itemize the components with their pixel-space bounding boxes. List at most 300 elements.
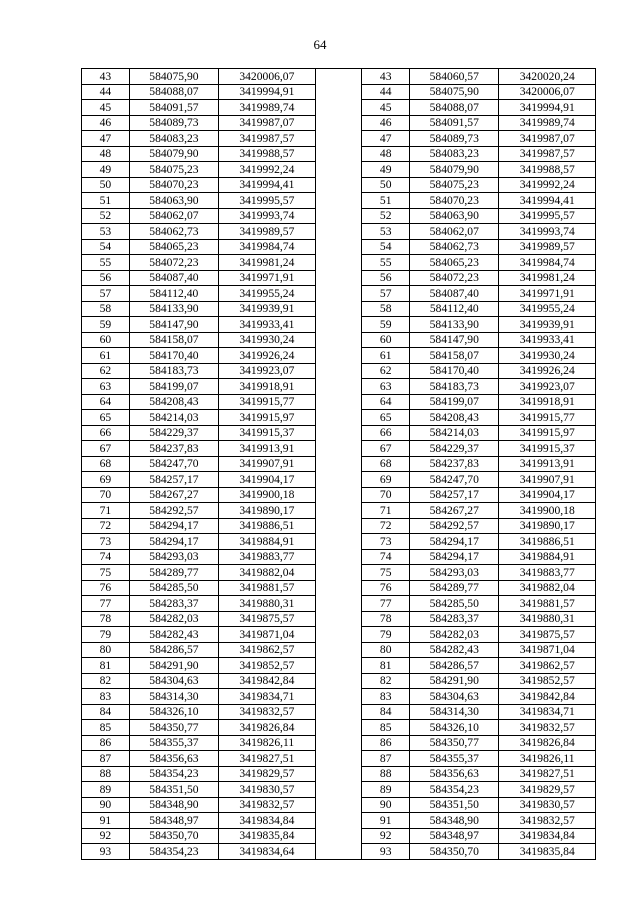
right-point-number-cell: 81	[362, 658, 410, 674]
left-point-number-cell: 63	[82, 379, 130, 395]
right-y-coordinate-cell: 3419907,91	[499, 472, 596, 488]
table-row	[82, 580, 596, 596]
right-point-number-cell: 53	[362, 224, 410, 240]
table-row	[82, 751, 596, 767]
right-point-number-cell: 67	[362, 441, 410, 457]
column-gap-cell	[315, 503, 362, 519]
column-gap-cell	[315, 441, 362, 457]
left-x-coordinate-cell: 584348,90	[129, 797, 218, 813]
right-x-coordinate-cell: 584079,90	[410, 162, 499, 178]
table-row	[82, 487, 596, 503]
table-row	[82, 782, 596, 798]
right-x-coordinate-cell: 584285,50	[410, 596, 499, 612]
column-gap-cell	[315, 844, 362, 860]
left-point-number-cell: 65	[82, 410, 130, 426]
left-y-coordinate-cell: 3419989,74	[219, 100, 316, 116]
table-row	[82, 565, 596, 581]
right-x-coordinate-cell: 584112,40	[410, 301, 499, 317]
left-point-number-cell: 67	[82, 441, 130, 457]
left-x-coordinate-cell: 584267,27	[129, 487, 218, 503]
right-x-coordinate-cell: 584229,37	[410, 441, 499, 457]
left-y-coordinate-cell: 3419832,57	[219, 704, 316, 720]
left-point-number-cell: 48	[82, 146, 130, 162]
right-y-coordinate-cell: 3419955,24	[499, 301, 596, 317]
right-x-coordinate-cell: 584356,63	[410, 766, 499, 782]
column-gap-cell	[315, 487, 362, 503]
right-y-coordinate-cell: 3419930,24	[499, 348, 596, 364]
table-row	[82, 348, 596, 364]
column-gap-cell	[315, 301, 362, 317]
left-point-number-cell: 44	[82, 84, 130, 100]
left-x-coordinate-cell: 584112,40	[129, 286, 218, 302]
table-row	[82, 69, 596, 85]
right-y-coordinate-cell: 3419842,84	[499, 689, 596, 705]
column-gap-cell	[315, 208, 362, 224]
left-x-coordinate-cell: 584091,57	[129, 100, 218, 116]
right-point-number-cell: 43	[362, 69, 410, 85]
left-x-coordinate-cell: 584354,23	[129, 844, 218, 860]
left-x-coordinate-cell: 584075,23	[129, 162, 218, 178]
table-row	[82, 844, 596, 860]
left-y-coordinate-cell: 3419826,84	[219, 720, 316, 736]
left-point-number-cell: 49	[82, 162, 130, 178]
right-y-coordinate-cell: 3419939,91	[499, 317, 596, 333]
left-point-number-cell: 47	[82, 131, 130, 147]
column-gap-cell	[315, 456, 362, 472]
left-y-coordinate-cell: 3419886,51	[219, 518, 316, 534]
coordinates-table-body	[82, 69, 596, 860]
column-gap-cell	[315, 146, 362, 162]
left-x-coordinate-cell: 584350,77	[129, 720, 218, 736]
left-point-number-cell: 90	[82, 797, 130, 813]
right-point-number-cell: 66	[362, 425, 410, 441]
left-y-coordinate-cell: 3419930,24	[219, 332, 316, 348]
table-row	[82, 239, 596, 255]
right-x-coordinate-cell: 584072,23	[410, 270, 499, 286]
right-point-number-cell: 85	[362, 720, 410, 736]
right-y-coordinate-cell: 3419835,84	[499, 844, 596, 860]
left-point-number-cell: 76	[82, 580, 130, 596]
table-row	[82, 658, 596, 674]
table-row	[82, 596, 596, 612]
left-y-coordinate-cell: 3419987,57	[219, 131, 316, 147]
right-y-coordinate-cell: 3419971,91	[499, 286, 596, 302]
right-point-number-cell: 77	[362, 596, 410, 612]
right-point-number-cell: 44	[362, 84, 410, 100]
right-y-coordinate-cell: 3419913,91	[499, 456, 596, 472]
right-y-coordinate-cell: 3419829,57	[499, 782, 596, 798]
left-point-number-cell: 43	[82, 69, 130, 85]
left-point-number-cell: 55	[82, 255, 130, 271]
table-row	[82, 549, 596, 565]
column-gap-cell	[315, 549, 362, 565]
right-x-coordinate-cell: 584214,03	[410, 425, 499, 441]
left-point-number-cell: 54	[82, 239, 130, 255]
right-x-coordinate-cell: 584282,03	[410, 627, 499, 643]
left-x-coordinate-cell: 584292,57	[129, 503, 218, 519]
right-y-coordinate-cell: 3419915,37	[499, 441, 596, 457]
left-y-coordinate-cell: 3419923,07	[219, 363, 316, 379]
column-gap-cell	[315, 84, 362, 100]
right-point-number-cell: 91	[362, 813, 410, 829]
table-row	[82, 100, 596, 116]
right-y-coordinate-cell: 3419834,84	[499, 828, 596, 844]
right-y-coordinate-cell: 3419827,51	[499, 766, 596, 782]
left-y-coordinate-cell: 3419915,37	[219, 425, 316, 441]
left-y-coordinate-cell: 3419834,71	[219, 689, 316, 705]
left-y-coordinate-cell: 3419915,77	[219, 394, 316, 410]
left-x-coordinate-cell: 584089,73	[129, 115, 218, 131]
left-point-number-cell: 84	[82, 704, 130, 720]
right-x-coordinate-cell: 584170,40	[410, 363, 499, 379]
right-point-number-cell: 68	[362, 456, 410, 472]
right-y-coordinate-cell: 3419915,97	[499, 425, 596, 441]
table-row	[82, 720, 596, 736]
right-x-coordinate-cell: 584355,37	[410, 751, 499, 767]
right-x-coordinate-cell: 584304,63	[410, 689, 499, 705]
right-point-number-cell: 78	[362, 611, 410, 627]
left-y-coordinate-cell: 3419862,57	[219, 642, 316, 658]
right-point-number-cell: 73	[362, 534, 410, 550]
left-point-number-cell: 57	[82, 286, 130, 302]
table-row	[82, 363, 596, 379]
left-point-number-cell: 77	[82, 596, 130, 612]
table-row	[82, 301, 596, 317]
right-x-coordinate-cell: 584237,83	[410, 456, 499, 472]
left-point-number-cell: 78	[82, 611, 130, 627]
left-y-coordinate-cell: 3419826,11	[219, 735, 316, 751]
right-x-coordinate-cell: 584247,70	[410, 472, 499, 488]
right-point-number-cell: 52	[362, 208, 410, 224]
right-y-coordinate-cell: 3419826,11	[499, 751, 596, 767]
column-gap-cell	[315, 270, 362, 286]
right-y-coordinate-cell: 3419830,57	[499, 797, 596, 813]
left-x-coordinate-cell: 584079,90	[129, 146, 218, 162]
left-point-number-cell: 88	[82, 766, 130, 782]
table-row	[82, 332, 596, 348]
table-row	[82, 828, 596, 844]
right-point-number-cell: 61	[362, 348, 410, 364]
right-point-number-cell: 48	[362, 146, 410, 162]
left-y-coordinate-cell: 3419907,91	[219, 456, 316, 472]
right-x-coordinate-cell: 584326,10	[410, 720, 499, 736]
column-gap-cell	[315, 379, 362, 395]
left-y-coordinate-cell: 3419913,91	[219, 441, 316, 457]
right-x-coordinate-cell: 584070,23	[410, 193, 499, 209]
left-x-coordinate-cell: 584314,30	[129, 689, 218, 705]
table-row	[82, 534, 596, 550]
right-x-coordinate-cell: 584075,23	[410, 177, 499, 193]
table-row	[82, 611, 596, 627]
right-y-coordinate-cell: 3419933,41	[499, 332, 596, 348]
right-x-coordinate-cell: 584283,37	[410, 611, 499, 627]
right-x-coordinate-cell: 584063,90	[410, 208, 499, 224]
right-y-coordinate-cell: 3419923,07	[499, 379, 596, 395]
left-x-coordinate-cell: 584237,83	[129, 441, 218, 457]
column-gap-cell	[315, 286, 362, 302]
column-gap-cell	[315, 472, 362, 488]
left-point-number-cell: 46	[82, 115, 130, 131]
column-gap-cell	[315, 131, 362, 147]
column-gap-cell	[315, 115, 362, 131]
column-gap-cell	[315, 673, 362, 689]
right-y-coordinate-cell: 3419995,57	[499, 208, 596, 224]
left-x-coordinate-cell: 584208,43	[129, 394, 218, 410]
right-point-number-cell: 46	[362, 115, 410, 131]
left-y-coordinate-cell: 3419984,74	[219, 239, 316, 255]
right-y-coordinate-cell: 3419871,04	[499, 642, 596, 658]
left-x-coordinate-cell: 584289,77	[129, 565, 218, 581]
left-y-coordinate-cell: 3419971,91	[219, 270, 316, 286]
right-point-number-cell: 71	[362, 503, 410, 519]
left-y-coordinate-cell: 3419939,91	[219, 301, 316, 317]
right-x-coordinate-cell: 584060,57	[410, 69, 499, 85]
right-y-coordinate-cell: 3419987,57	[499, 146, 596, 162]
column-gap-cell	[315, 239, 362, 255]
right-x-coordinate-cell: 584183,73	[410, 379, 499, 395]
left-y-coordinate-cell: 3419900,18	[219, 487, 316, 503]
right-x-coordinate-cell: 584294,17	[410, 549, 499, 565]
column-gap-cell	[315, 735, 362, 751]
right-point-number-cell: 65	[362, 410, 410, 426]
left-point-number-cell: 45	[82, 100, 130, 116]
left-x-coordinate-cell: 584075,90	[129, 69, 218, 85]
right-point-number-cell: 76	[362, 580, 410, 596]
right-point-number-cell: 75	[362, 565, 410, 581]
left-x-coordinate-cell: 584065,23	[129, 239, 218, 255]
left-x-coordinate-cell: 584088,07	[129, 84, 218, 100]
left-point-number-cell: 73	[82, 534, 130, 550]
right-y-coordinate-cell: 3419981,24	[499, 270, 596, 286]
right-y-coordinate-cell: 3419886,51	[499, 534, 596, 550]
column-gap-cell	[315, 425, 362, 441]
left-point-number-cell: 86	[82, 735, 130, 751]
right-point-number-cell: 64	[362, 394, 410, 410]
right-x-coordinate-cell: 584158,07	[410, 348, 499, 364]
left-x-coordinate-cell: 584304,63	[129, 673, 218, 689]
table-row	[82, 193, 596, 209]
right-point-number-cell: 82	[362, 673, 410, 689]
column-gap-cell	[315, 828, 362, 844]
table-row	[82, 689, 596, 705]
column-gap-cell	[315, 720, 362, 736]
left-y-coordinate-cell: 3419915,97	[219, 410, 316, 426]
right-y-coordinate-cell: 3419915,77	[499, 410, 596, 426]
right-x-coordinate-cell: 584062,73	[410, 239, 499, 255]
right-y-coordinate-cell: 3419881,57	[499, 596, 596, 612]
table-row	[82, 673, 596, 689]
left-y-coordinate-cell: 3419871,04	[219, 627, 316, 643]
left-point-number-cell: 91	[82, 813, 130, 829]
column-gap-cell	[315, 100, 362, 116]
left-x-coordinate-cell: 584286,57	[129, 642, 218, 658]
left-x-coordinate-cell: 584229,37	[129, 425, 218, 441]
left-x-coordinate-cell: 584147,90	[129, 317, 218, 333]
left-x-coordinate-cell: 584063,90	[129, 193, 218, 209]
column-gap-cell	[315, 69, 362, 85]
right-point-number-cell: 54	[362, 239, 410, 255]
right-y-coordinate-cell: 3419926,24	[499, 363, 596, 379]
table-row	[82, 797, 596, 813]
column-gap-cell	[315, 782, 362, 798]
right-x-coordinate-cell: 584208,43	[410, 410, 499, 426]
left-point-number-cell: 85	[82, 720, 130, 736]
right-point-number-cell: 79	[362, 627, 410, 643]
left-y-coordinate-cell: 3419994,41	[219, 177, 316, 193]
left-point-number-cell: 69	[82, 472, 130, 488]
table-row	[82, 162, 596, 178]
left-point-number-cell: 71	[82, 503, 130, 519]
left-x-coordinate-cell: 584355,37	[129, 735, 218, 751]
left-y-coordinate-cell: 3419829,57	[219, 766, 316, 782]
column-gap-cell	[315, 255, 362, 271]
right-y-coordinate-cell: 3419832,57	[499, 813, 596, 829]
right-x-coordinate-cell: 584293,03	[410, 565, 499, 581]
left-x-coordinate-cell: 584348,97	[129, 813, 218, 829]
right-y-coordinate-cell: 3419884,91	[499, 549, 596, 565]
left-y-coordinate-cell: 3419926,24	[219, 348, 316, 364]
right-x-coordinate-cell: 584286,57	[410, 658, 499, 674]
left-point-number-cell: 56	[82, 270, 130, 286]
right-x-coordinate-cell: 584257,17	[410, 487, 499, 503]
column-gap-cell	[315, 642, 362, 658]
left-point-number-cell: 52	[82, 208, 130, 224]
column-gap-cell	[315, 534, 362, 550]
left-y-coordinate-cell: 3419881,57	[219, 580, 316, 596]
right-x-coordinate-cell: 584088,07	[410, 100, 499, 116]
right-y-coordinate-cell: 3419890,17	[499, 518, 596, 534]
table-row	[82, 84, 596, 100]
table-row	[82, 642, 596, 658]
right-point-number-cell: 58	[362, 301, 410, 317]
left-y-coordinate-cell: 3419882,04	[219, 565, 316, 581]
column-gap-cell	[315, 565, 362, 581]
left-x-coordinate-cell: 584326,10	[129, 704, 218, 720]
right-x-coordinate-cell: 584075,90	[410, 84, 499, 100]
left-x-coordinate-cell: 584285,50	[129, 580, 218, 596]
right-x-coordinate-cell: 584089,73	[410, 131, 499, 147]
right-x-coordinate-cell: 584348,97	[410, 828, 499, 844]
right-point-number-cell: 84	[362, 704, 410, 720]
column-gap-cell	[315, 363, 362, 379]
right-point-number-cell: 70	[362, 487, 410, 503]
left-x-coordinate-cell: 584214,03	[129, 410, 218, 426]
right-y-coordinate-cell: 3419994,41	[499, 193, 596, 209]
column-gap-cell	[315, 580, 362, 596]
left-point-number-cell: 68	[82, 456, 130, 472]
left-y-coordinate-cell: 3419875,57	[219, 611, 316, 627]
left-x-coordinate-cell: 584070,23	[129, 177, 218, 193]
left-point-number-cell: 87	[82, 751, 130, 767]
left-point-number-cell: 75	[82, 565, 130, 581]
right-y-coordinate-cell: 3419993,74	[499, 224, 596, 240]
left-x-coordinate-cell: 584283,37	[129, 596, 218, 612]
right-point-number-cell: 50	[362, 177, 410, 193]
left-point-number-cell: 51	[82, 193, 130, 209]
table-row	[82, 224, 596, 240]
right-x-coordinate-cell: 584267,27	[410, 503, 499, 519]
right-y-coordinate-cell: 3419826,84	[499, 735, 596, 751]
table-row	[82, 255, 596, 271]
right-y-coordinate-cell: 3419834,71	[499, 704, 596, 720]
right-x-coordinate-cell: 584314,30	[410, 704, 499, 720]
left-point-number-cell: 81	[82, 658, 130, 674]
right-y-coordinate-cell: 3419904,17	[499, 487, 596, 503]
left-x-coordinate-cell: 584356,63	[129, 751, 218, 767]
right-point-number-cell: 56	[362, 270, 410, 286]
right-y-coordinate-cell: 3419832,57	[499, 720, 596, 736]
table-row	[82, 394, 596, 410]
column-gap-cell	[315, 348, 362, 364]
left-point-number-cell: 58	[82, 301, 130, 317]
left-x-coordinate-cell: 584294,17	[129, 518, 218, 534]
column-gap-cell	[315, 611, 362, 627]
left-y-coordinate-cell: 3419995,57	[219, 193, 316, 209]
left-y-coordinate-cell: 3419883,77	[219, 549, 316, 565]
left-point-number-cell: 62	[82, 363, 130, 379]
right-point-number-cell: 89	[362, 782, 410, 798]
right-point-number-cell: 80	[362, 642, 410, 658]
right-x-coordinate-cell: 584087,40	[410, 286, 499, 302]
table-row	[82, 425, 596, 441]
left-x-coordinate-cell: 584247,70	[129, 456, 218, 472]
right-x-coordinate-cell: 584133,90	[410, 317, 499, 333]
right-point-number-cell: 92	[362, 828, 410, 844]
left-x-coordinate-cell: 584133,90	[129, 301, 218, 317]
left-point-number-cell: 50	[82, 177, 130, 193]
table-row	[82, 146, 596, 162]
left-y-coordinate-cell: 3419981,24	[219, 255, 316, 271]
right-y-coordinate-cell: 3419900,18	[499, 503, 596, 519]
left-y-coordinate-cell: 3419918,91	[219, 379, 316, 395]
left-x-coordinate-cell: 584294,17	[129, 534, 218, 550]
left-y-coordinate-cell: 3419832,57	[219, 797, 316, 813]
right-point-number-cell: 51	[362, 193, 410, 209]
left-y-coordinate-cell: 3420006,07	[219, 69, 316, 85]
right-point-number-cell: 83	[362, 689, 410, 705]
right-point-number-cell: 45	[362, 100, 410, 116]
table-row	[82, 410, 596, 426]
left-point-number-cell: 53	[82, 224, 130, 240]
left-point-number-cell: 93	[82, 844, 130, 860]
table-row	[82, 379, 596, 395]
left-point-number-cell: 82	[82, 673, 130, 689]
column-gap-cell	[315, 813, 362, 829]
column-gap-cell	[315, 797, 362, 813]
table-row	[82, 472, 596, 488]
left-x-coordinate-cell: 584293,03	[129, 549, 218, 565]
right-point-number-cell: 62	[362, 363, 410, 379]
right-x-coordinate-cell: 584351,50	[410, 797, 499, 813]
right-y-coordinate-cell: 3419994,91	[499, 100, 596, 116]
right-point-number-cell: 72	[362, 518, 410, 534]
column-gap-cell	[315, 766, 362, 782]
right-point-number-cell: 88	[362, 766, 410, 782]
right-x-coordinate-cell: 584147,90	[410, 332, 499, 348]
column-gap-cell	[315, 689, 362, 705]
left-point-number-cell: 70	[82, 487, 130, 503]
table-row	[82, 503, 596, 519]
table-row	[82, 177, 596, 193]
right-x-coordinate-cell: 584291,90	[410, 673, 499, 689]
left-y-coordinate-cell: 3419835,84	[219, 828, 316, 844]
right-y-coordinate-cell: 3419984,74	[499, 255, 596, 271]
right-point-number-cell: 69	[362, 472, 410, 488]
right-x-coordinate-cell: 584091,57	[410, 115, 499, 131]
right-x-coordinate-cell: 584294,17	[410, 534, 499, 550]
right-x-coordinate-cell: 584282,43	[410, 642, 499, 658]
left-y-coordinate-cell: 3419852,57	[219, 658, 316, 674]
